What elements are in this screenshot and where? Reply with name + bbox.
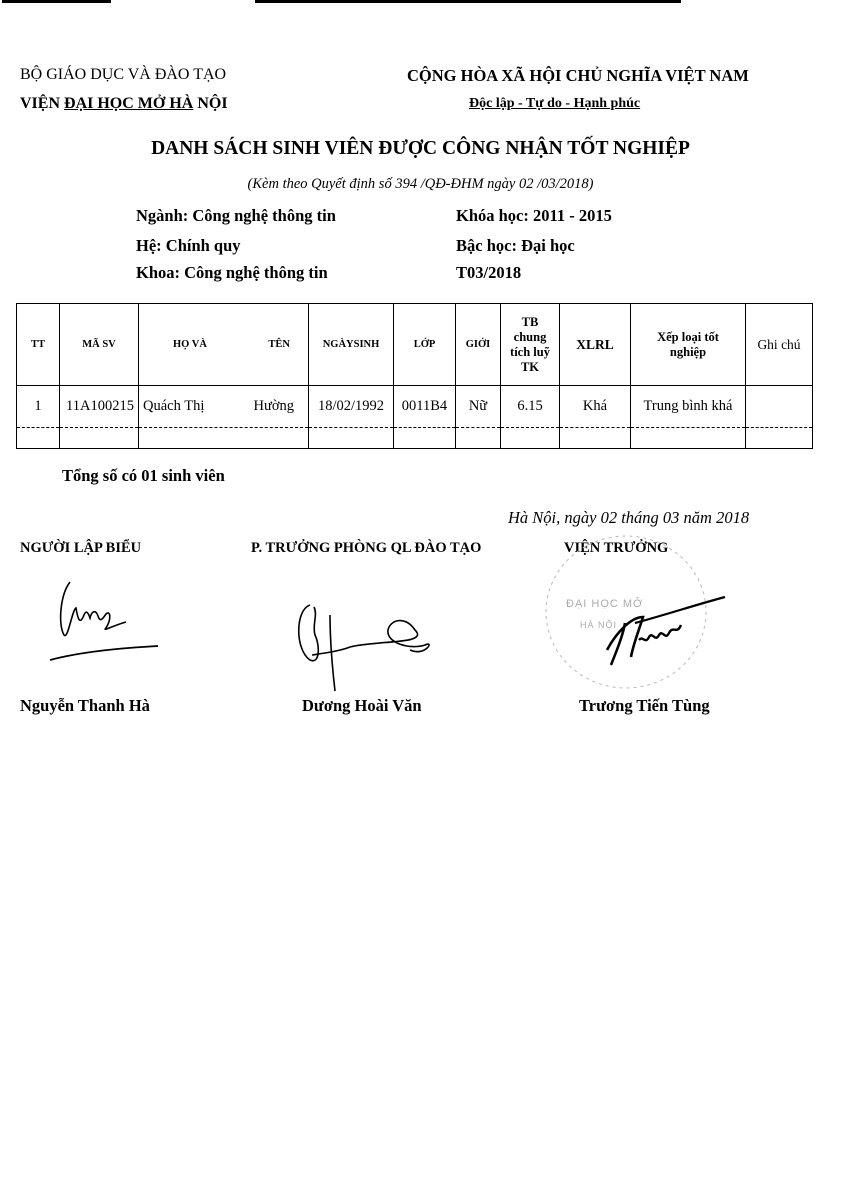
role-preparer: NGƯỜI LẬP BIỂU bbox=[20, 540, 142, 556]
stamp-text-line1: ĐẠI HỌC MỞ bbox=[566, 598, 644, 610]
national-motto: Độc lập - Tự do - Hạnh phúc bbox=[469, 96, 641, 111]
cell-gioi: Nữ bbox=[456, 386, 501, 428]
signature-deputy-icon bbox=[290, 595, 450, 695]
meta-course: Khóa học: 2011 - 2015 bbox=[456, 206, 612, 225]
header-tb-line4: TK bbox=[520, 359, 540, 374]
document-title: DANH SÁCH SINH VIÊN ĐƯỢC CÔNG NHẬN TỐT NGHIỆP bbox=[151, 138, 690, 159]
stamp-text-line2: HÀ NỘI bbox=[580, 620, 618, 630]
signature-director-icon bbox=[595, 595, 735, 685]
institute-suffix: NỘI bbox=[193, 95, 228, 112]
empty-cell bbox=[17, 428, 60, 449]
meta-major: Ngành: Công nghệ thông tin bbox=[136, 206, 336, 225]
header-tt: TT bbox=[17, 304, 60, 386]
meta-faculty: Khoa: Công nghệ thông tin bbox=[136, 263, 328, 282]
empty-cell bbox=[394, 428, 456, 449]
ministry-name: BỘ GIÁO DỤC VÀ ĐÀO TẠO bbox=[20, 66, 227, 83]
header-tb-line1: TB bbox=[521, 314, 539, 329]
cell-ten: Hường bbox=[253, 398, 294, 414]
empty-cell bbox=[631, 428, 746, 449]
header-ghi-chu: Ghi chú bbox=[746, 304, 813, 386]
header-xlrl: XLRL bbox=[560, 304, 631, 386]
empty-cell bbox=[456, 428, 501, 449]
header-lop: LỚP bbox=[394, 304, 456, 386]
graduates-table bbox=[16, 303, 813, 449]
cell-lop: 0011B4 bbox=[394, 386, 456, 428]
scan-edge-bar-left bbox=[2, 0, 111, 3]
cell-tb: 6.15 bbox=[501, 386, 560, 428]
signature-preparer-icon bbox=[40, 570, 170, 670]
header-ten: TÊN bbox=[268, 339, 290, 350]
header-ho-va: HỌ VÀ bbox=[173, 339, 207, 350]
role-director: VIỆN TRƯỞNG bbox=[564, 540, 669, 556]
header-xep-loai bbox=[631, 304, 746, 386]
republic-name: CỘNG HÒA XÃ HỘI CHỦ NGHĨA VIỆT NAM bbox=[407, 66, 749, 85]
cell-ngay-sinh: 18/02/1992 bbox=[309, 386, 394, 428]
signer-deputy-head: Dương Hoài Văn bbox=[302, 696, 422, 715]
header-ma-sv: MÃ SV bbox=[60, 304, 139, 386]
role-deputy-head: P. TRƯỞNG PHÒNG QL ĐÀO TẠO bbox=[251, 540, 482, 556]
header-tb-line3: tích luỹ bbox=[510, 344, 550, 359]
table-row bbox=[17, 386, 813, 428]
place-date: Hà Nội, ngày 02 tháng 03 năm 2018 bbox=[508, 508, 750, 527]
header-xep-loai-line1: Xếp loại tốt bbox=[657, 329, 719, 344]
meta-level: Bậc học: Đại học bbox=[456, 236, 575, 255]
document-subtitle: (Kèm theo Quyết định số 394 /QĐ-ĐHM ngày 02 /03/2018) bbox=[247, 176, 594, 192]
meta-period: T03/2018 bbox=[456, 263, 522, 282]
empty-cell bbox=[139, 428, 309, 449]
institute-underlined: ĐẠI HỌC MỞ HÀ bbox=[64, 95, 194, 112]
scan-edge-bar-center bbox=[255, 0, 681, 3]
cell-ghi-chu bbox=[746, 386, 813, 428]
institute-name bbox=[20, 95, 228, 113]
cell-tt: 1 bbox=[17, 386, 60, 428]
header-ho-ten bbox=[139, 304, 309, 386]
header-gioi: GIỚI bbox=[456, 304, 501, 386]
cell-xlrl: Khá bbox=[560, 386, 631, 428]
empty-cell bbox=[501, 428, 560, 449]
header-xep-loai-line2: nghiệp bbox=[669, 344, 707, 359]
cell-xep-loai: Trung bình khá bbox=[631, 386, 746, 428]
header-tb-line2: chung bbox=[513, 329, 547, 344]
institute-prefix: VIỆN bbox=[20, 95, 65, 112]
header-tb bbox=[501, 304, 560, 386]
meta-program: Hệ: Chính quy bbox=[136, 236, 241, 255]
cell-ho-ten bbox=[139, 386, 309, 428]
empty-cell bbox=[746, 428, 813, 449]
empty-cell bbox=[560, 428, 631, 449]
empty-cell bbox=[60, 428, 139, 449]
table-empty-row bbox=[17, 428, 813, 449]
empty-cell bbox=[309, 428, 394, 449]
signer-preparer: Nguyễn Thanh Hà bbox=[20, 696, 150, 715]
signer-director: Trương Tiến Tùng bbox=[579, 696, 710, 715]
header-ngay-sinh: NGÀYSINH bbox=[309, 304, 394, 386]
table-header-row bbox=[17, 304, 813, 386]
total-count: Tổng số có 01 sinh viên bbox=[62, 466, 225, 485]
cell-ma-sv: 11A100215 bbox=[60, 386, 139, 428]
cell-ho-va: Quách Thị bbox=[143, 398, 205, 414]
